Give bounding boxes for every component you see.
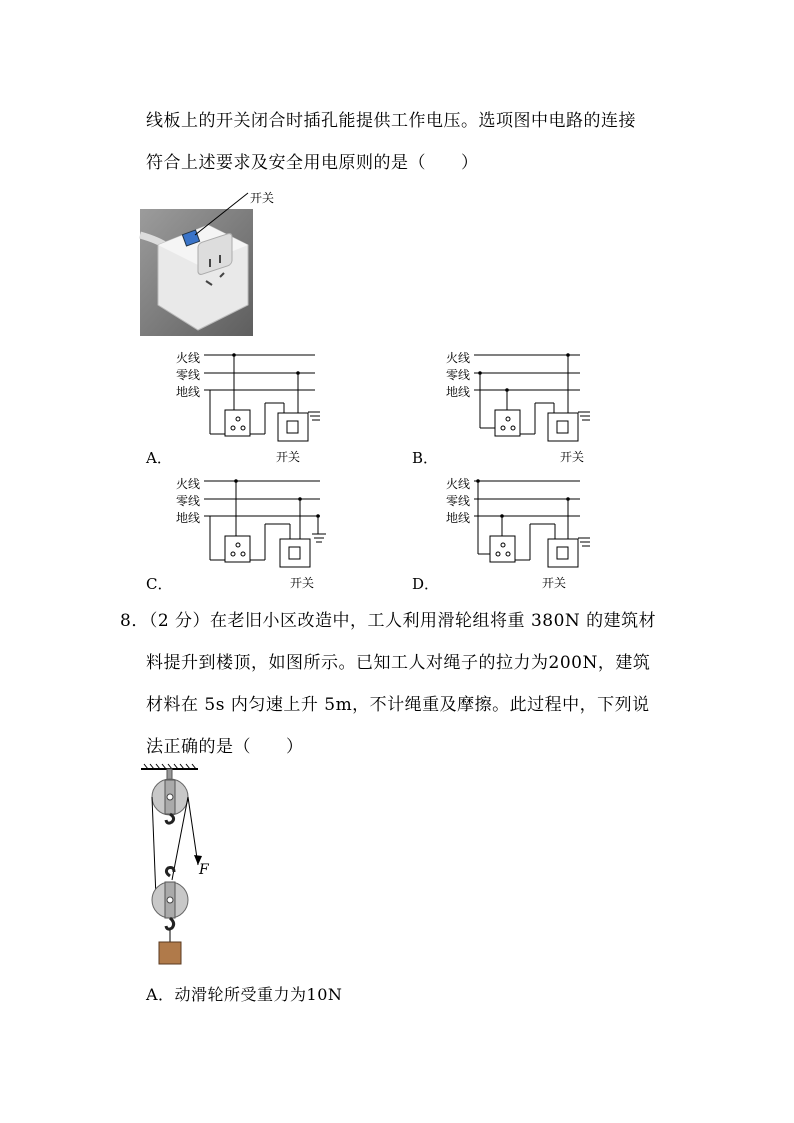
- force-label: F: [199, 862, 209, 878]
- q8-text-line4: 法正确的是（ ）: [146, 737, 304, 757]
- neutral-wire-label: 零线: [176, 494, 201, 508]
- option-d-label: D．: [412, 575, 440, 593]
- neutral-wire-label: 零线: [446, 494, 471, 508]
- pulley-diagram: [136, 760, 236, 975]
- neutral-wire-label: 零线: [446, 368, 471, 382]
- option-a-label: A．: [146, 449, 172, 467]
- circuit-d: [440, 474, 610, 574]
- fire-wire-label: 火线: [176, 477, 201, 491]
- circuit-a: [170, 348, 340, 448]
- ground-wire-label: 地线: [176, 511, 201, 525]
- q8-option-a: A．动滑轮所受重力为10N: [146, 985, 343, 1004]
- option-b-label: B．: [412, 449, 439, 467]
- q7-text-line2: 符合上述要求及安全用电原则的是（ ）: [146, 153, 479, 173]
- q8-text-line3: 材料在 5s 内匀速上升 5m，不计绳重及摩擦。此过程中，下列说: [146, 695, 650, 715]
- ground-wire-label: 地线: [446, 385, 471, 399]
- circuit-c: [170, 474, 340, 574]
- photo-switch-label: 开关: [250, 191, 275, 205]
- switch-label-c: 开关: [290, 576, 315, 590]
- q8-text-line2: 料提升到楼顶，如图所示。已知工人对绳子的拉力为200N，建筑: [146, 653, 651, 673]
- power-strip-photo: [138, 185, 268, 340]
- fire-wire-label: 火线: [446, 477, 471, 491]
- q8-text-line1: 8．（2 分）在老旧小区改造中，工人利用滑轮组将重 380N 的建筑材: [120, 611, 657, 631]
- ground-wire-label: 地线: [446, 511, 471, 525]
- neutral-wire-label: 零线: [176, 368, 201, 382]
- ground-wire-label: 地线: [176, 385, 201, 399]
- circuit-b: [440, 348, 610, 448]
- fire-wire-label: 火线: [176, 351, 201, 365]
- switch-label-b: 开关: [560, 450, 585, 464]
- switch-label-a: 开关: [276, 450, 301, 464]
- q7-text-line1: 线板上的开关闭合时插孔能提供工作电压。选项图中电路的连接: [146, 111, 636, 131]
- option-c-label: C．: [146, 575, 173, 593]
- switch-label-d: 开关: [542, 576, 567, 590]
- fire-wire-label: 火线: [446, 351, 471, 365]
